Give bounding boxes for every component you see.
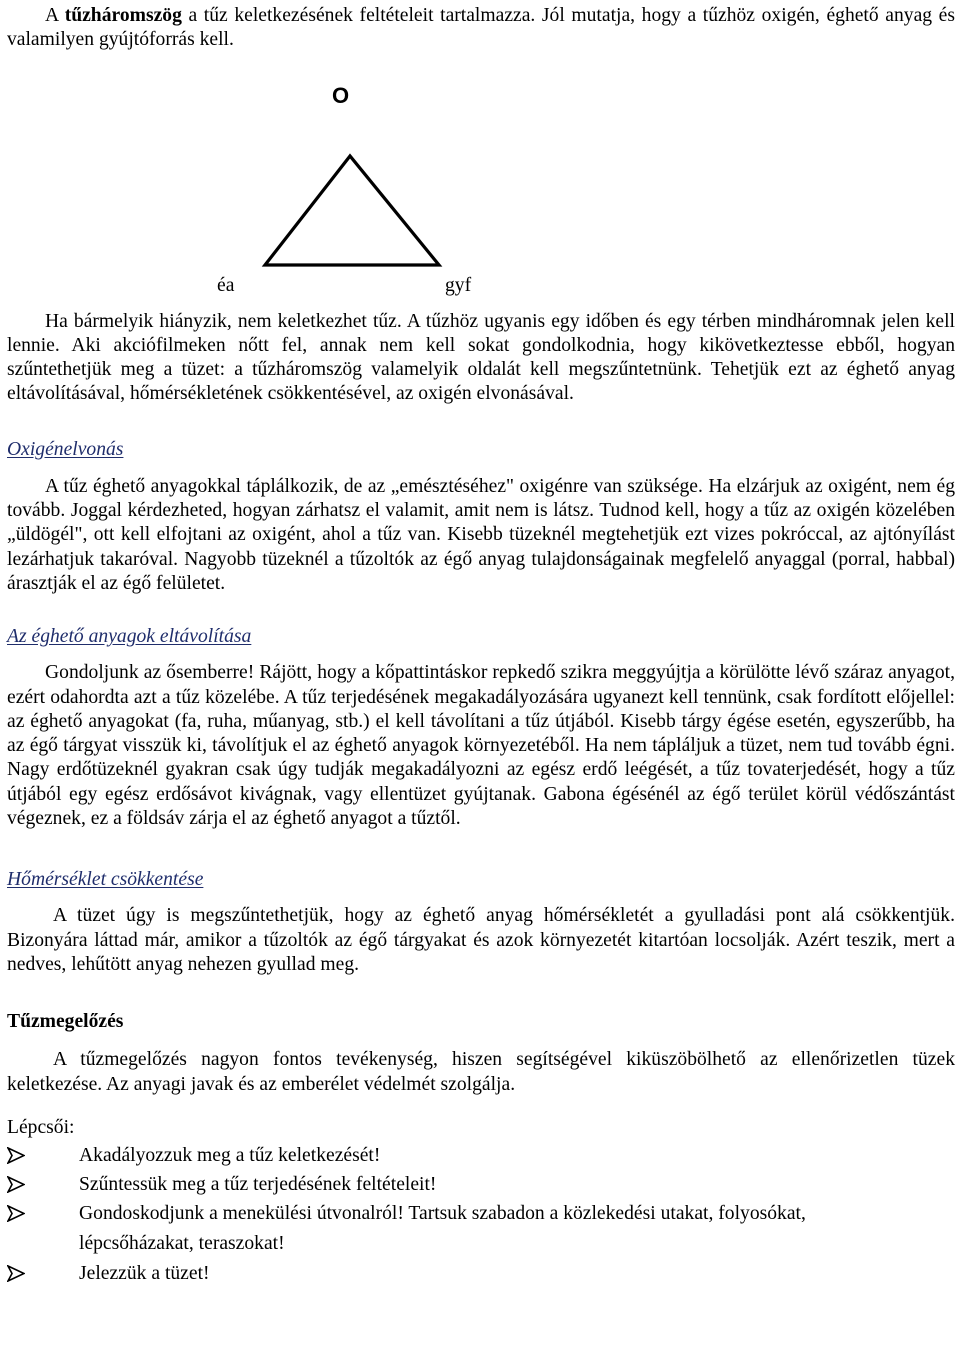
- triangle-outline: [265, 156, 439, 265]
- list-item: [7, 1141, 955, 1170]
- list-item: [7, 1170, 955, 1199]
- triangle-label-fuel: éa: [217, 274, 235, 296]
- step-text: Szűntessük meg a tűz terjedésének feltételeit!: [79, 1173, 437, 1195]
- triangle-label-ignition: gyf: [445, 274, 472, 296]
- section-text-prevention: A tűzmegelőzés nagyon fontos tevékenység, hiszen segítségével kiküszöbölhető az ellenőrizetlen tüzek keletkezése. Az anyagi javak és az emberélet védelmét szolgálja.: [7, 1049, 955, 1095]
- document-page: [7, 0, 955, 1288]
- arrowhead-bullet-icon: [7, 1176, 25, 1193]
- arrowhead-bullet-icon: [7, 1205, 25, 1222]
- intro-bold-term: tűzháromszög: [64, 5, 182, 26]
- section-text-oxygen: A tűz éghető anyagokkal táplálkozik, de az „emésztéséhez" oxigénre van szüksége. Ha elzárjuk az oxigént, nem ég tovább. Joggal kérdezheted, hogyan zárhatsz el valamit, amit nem is látsz. Tudnod kell, hogy a tűz az oxigén közelében „üldögél", ott kell elfojtani az oxigént, ahol a tűz van. Kisebb tüzeknél megtehetjük ezt vizes pokróccal, az ajtónyílást lezárhatjuk takaróval. Nagyobb tüzeknél a tűzoltók az égő anyag tulajdonságainak megfelelő anyaggal (porral, habbal) árasztják el az égő felületet.: [7, 475, 955, 594]
- steps-list: [7, 1141, 955, 1288]
- section-title-fuel: Az éghető anyagok eltávolítása: [7, 626, 252, 648]
- section-text-fuel: Gondoljunk az ősemberre! Rájött, hogy a kőpattintáskor repkedő szikra meggyújtja a körülötte lévő száraz anyagot, ezért odahordta azt a tűz közelébe. A tűz terjedésének megakadályozására ugyanezt kell tennünk, csak fordított előjellel: az éghető anyagokat (fa, ruha, műanyag, stb.) el kell távolítani a tűz útjából. Kisebb tárgy égése esetén, egyszerűbb, ha az égő tárgyat visszük ki, távolítjuk el az éghető anyagok környezetéből. Ha nem tápláljuk a tüzet, nem tud tovább égni. Nagy erdőtüzeknél gyakran csak úgy tudják megakadályozni az egész erdő leégését, a tűz tovaterjedését, hogy a tűz útjából egy egész erdősávot kivágnak, vagy ellentüzet gyújtanak. Gabona égésénél az égő terület körül védőszántást végeznek, ez a földsáv zárja el az éghető anyagot a tűztől.: [7, 662, 955, 830]
- missing-side-paragraph: Ha bármelyik hiányzik, nem keletkezhet tűz. A tűzhöz ugyanis egy időben és egy térben mindháromnak jelen kell lennie. Aki akciófilmeken nőtt fel, annak nem kell sokat gondolkodnia, hogy kikövetkeztesse ebből, hogyan szűntethetjük meg a tüzet: a tűzháromszög valamelyik oldalát kell megszűntetnünk. Tehetjük ezt az éghető anyag eltávolításával, hőmérsékletének csökkentésével, az oxigén elvonásával.: [7, 310, 955, 405]
- section-title-oxygen: Oxigénelvonás: [7, 438, 124, 460]
- step-text: Gondoskodjunk a menekülési útvonalról! Tartsuk szabadon a közlekedési utakat, folyosókat, lépcsőházakat, teraszokat!: [79, 1202, 806, 1254]
- intro-paragraph: [7, 4, 955, 53]
- triangle-label-oxygen: O: [332, 82, 350, 108]
- section-title-prevention: Tűzmegelőzés: [7, 1011, 124, 1033]
- intro-pre: A: [45, 5, 65, 26]
- fire-triangle-diagram: [7, 53, 955, 296]
- arrowhead-bullet-icon: [7, 1265, 25, 1282]
- section-text-temperature: A tüzet úgy is megszűntethetjük, hogy az éghető anyag hőmérsékletét a gyulladási pont alá csökkentjük. Bizonyára láttad már, amikor a tűzoltók az égő tárgyakat és azok környezetét kitartóan locsolják. Azért teszik, mert a nedves, lehűtött anyag nehezen gyullad meg.: [7, 905, 955, 975]
- triangle-shape: [253, 101, 453, 271]
- list-item: [7, 1199, 955, 1259]
- steps-label: Lépcsői:: [7, 1116, 75, 1138]
- intro-post: a tűz keletkezésének feltételeit tartalmazza. Jól mutatja, hogy a tűzhöz oxigén, éghető anyag és valamilyen gyújtóforrás kell.: [7, 5, 956, 51]
- list-item: [7, 1259, 955, 1288]
- step-text: Akadályozzuk meg a tűz keletkezését!: [79, 1144, 381, 1166]
- section-title-temperature: Hőmérséklet csökkentése: [7, 869, 204, 891]
- step-text: Jelezzük a tüzet!: [79, 1262, 210, 1284]
- arrowhead-bullet-icon: [7, 1147, 25, 1164]
